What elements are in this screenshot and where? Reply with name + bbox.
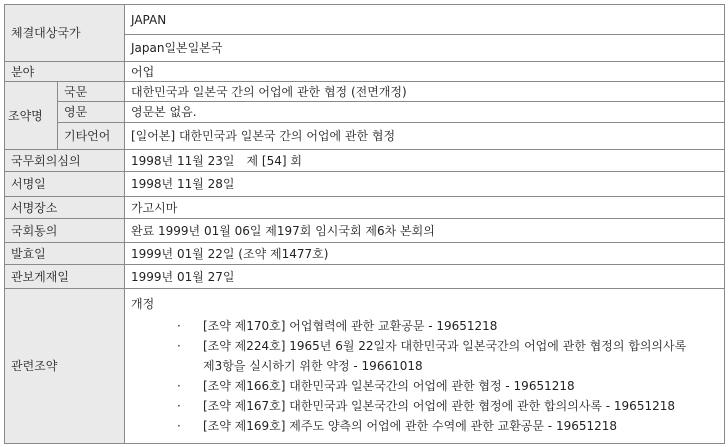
cabinet-value: 1998년 11월 23일 제 [54] 회 [125, 150, 725, 172]
signing-place-label: 서명장소 [5, 197, 125, 219]
row-cabinet [5, 150, 725, 172]
related-item-text: [조약 제169호] 제주도 양측의 어업에 관한 수역에 관한 교환공문 - 19651218 [203, 419, 618, 433]
related-heading: 개정 [131, 297, 155, 311]
row-treaty-name-english [5, 102, 725, 123]
bullet-icon: · [177, 339, 181, 353]
gazette-value: 1999년 01월 27일 [125, 265, 725, 289]
treaty-korean-value: 대한민국과 일본국 간의 어업에 관한 협정 (전면개정) [125, 82, 725, 102]
row-treaty-name-other [5, 123, 725, 150]
gazette-label: 관보게재일 [5, 265, 125, 289]
row-target-country [5, 5, 725, 35]
field-value: 어업 [125, 62, 725, 82]
target-country-value-1: JAPAN [125, 5, 725, 35]
assembly-label: 국회동의 [5, 219, 125, 243]
row-effective [5, 243, 725, 265]
effective-label: 발효일 [5, 243, 125, 265]
target-country-value-2: Japan일본일본국 [125, 35, 725, 62]
related-item [177, 336, 718, 356]
related-item-text: [조약 제167호] 대한민국과 일본국간의 어업에 관한 협정에 관한 합의의사록 - 19651218 [203, 399, 675, 413]
treaty-info-table [4, 4, 725, 444]
treaty-english-label: 영문 [58, 102, 125, 123]
cabinet-label: 국무회의심의 [5, 150, 125, 172]
related-label: 관련조약 [5, 289, 125, 444]
related-item [177, 396, 718, 416]
related-item [177, 416, 718, 436]
treaty-other-label: 기타언어 [58, 123, 125, 150]
field-label: 분야 [5, 62, 125, 82]
row-related [5, 289, 725, 444]
related-item-continuation [177, 356, 718, 376]
related-item [177, 376, 718, 396]
row-field [5, 62, 725, 82]
assembly-value: 완료 1999년 01월 06일 제197회 임시국회 제6차 본회의 [125, 219, 725, 243]
treaty-korean-label: 국문 [58, 82, 125, 102]
related-item-text: [조약 제170호] 어업협력에 관한 교환공문 - 19651218 [203, 319, 498, 333]
related-list [131, 316, 718, 436]
related-item-continuation-text: 제3항을 실시하기 위한 약정 - 19661018 [203, 359, 423, 373]
row-gazette [5, 265, 725, 289]
row-signing-place [5, 197, 725, 219]
target-country-label: 체결대상국가 [5, 5, 125, 62]
row-signing-date [5, 172, 725, 197]
related-item [177, 316, 718, 336]
signing-date-value: 1998년 11월 28일 [125, 172, 725, 197]
treaty-other-value: [일어본] 대한민국과 일본국 간의 어업에 관한 협정 [125, 123, 725, 150]
related-item-text: [조약 제224호] 1965년 6월 22일자 대한민국과 일본국간의 어업에 관한 협정의 합의의사록 [203, 339, 687, 353]
bullet-icon: · [177, 319, 181, 333]
effective-value: 1999년 01월 22일 (조약 제1477호) [125, 243, 725, 265]
treaty-english-value: 영문본 없음. [125, 102, 725, 123]
bullet-icon: · [177, 379, 181, 393]
treaty-name-label: 조약명 [5, 82, 58, 150]
signing-place-value: 가고시마 [125, 197, 725, 219]
related-item-text: [조약 제166호] 대한민국과 일본국간의 어업에 관한 협정 - 19651218 [203, 379, 575, 393]
row-assembly [5, 219, 725, 243]
bullet-icon: · [177, 419, 181, 433]
row-treaty-name-korean [5, 82, 725, 102]
signing-date-label: 서명일 [5, 172, 125, 197]
related-value [125, 289, 725, 444]
bullet-icon: · [177, 399, 181, 413]
